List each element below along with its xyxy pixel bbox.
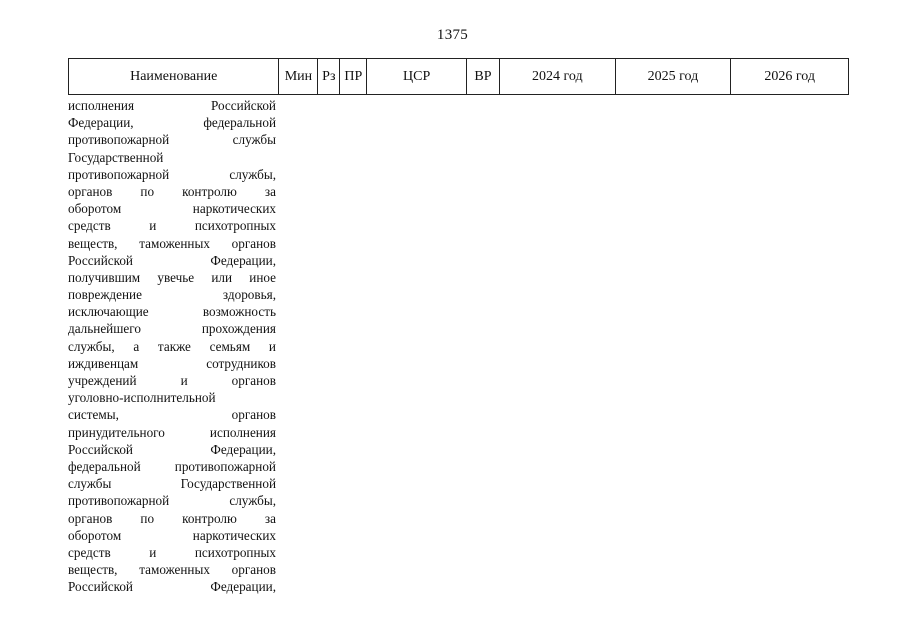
header-year-2025: 2025 год [616,59,732,94]
header-rz: Рз [318,59,340,94]
name-line: противопожарной службы, [68,166,276,182]
name-line: веществ, таможенных органов [68,235,276,251]
name-line: органов по контролю за [68,183,276,199]
name-line: службы Государственной [68,476,276,492]
name-line: средств и психотропных [68,218,276,234]
name-line: оборотом наркотических [68,527,276,543]
name-line: Российской Федерации, [68,441,276,457]
header-year-2024: 2024 год [500,59,616,94]
header-min: Мин [279,59,318,94]
name-line: противопожарной службы, [68,493,276,509]
name-line: службы, а также семьям и [68,338,276,354]
name-line: исключающие возможность [68,304,276,320]
name-line: исполнения Российской [68,98,276,113]
header-csr: ЦСР [367,59,467,94]
name-line: системы, органов [68,407,276,423]
name-line: Российской Федерации, [68,579,276,595]
header-pr: ПР [340,59,367,94]
name-cell-text [68,97,276,595]
name-line: дальнейшего прохождения [68,321,276,337]
name-line: принудительного исполнения [68,424,276,440]
header-vr: ВР [467,59,500,94]
header-year-2026: 2026 год [764,68,815,84]
name-line: Государственной [68,149,164,165]
header-name: Наименование [69,59,279,94]
name-line: Российской Федерации, [68,252,276,268]
name-line: противопожарной службы [68,132,276,148]
page-number: 1375 [436,27,469,43]
name-line: получившим увечье или иное [68,269,276,285]
name-line: веществ, таможенных органов [68,562,276,578]
name-line: федеральной противопожарной [68,458,276,474]
name-line: учреждений и органов [68,373,276,388]
table-header [68,58,849,95]
name-line: оборотом наркотических [68,201,276,217]
name-line: органов по контролю за [68,510,276,526]
name-line: повреждение здоровья, [68,287,276,303]
name-line: уголовно-исполнительной [68,390,216,406]
name-line: иждивенцам сотрудников [68,355,276,371]
name-line: Федерации, федеральной [68,115,276,131]
name-line: средств и психотропных [68,544,276,560]
